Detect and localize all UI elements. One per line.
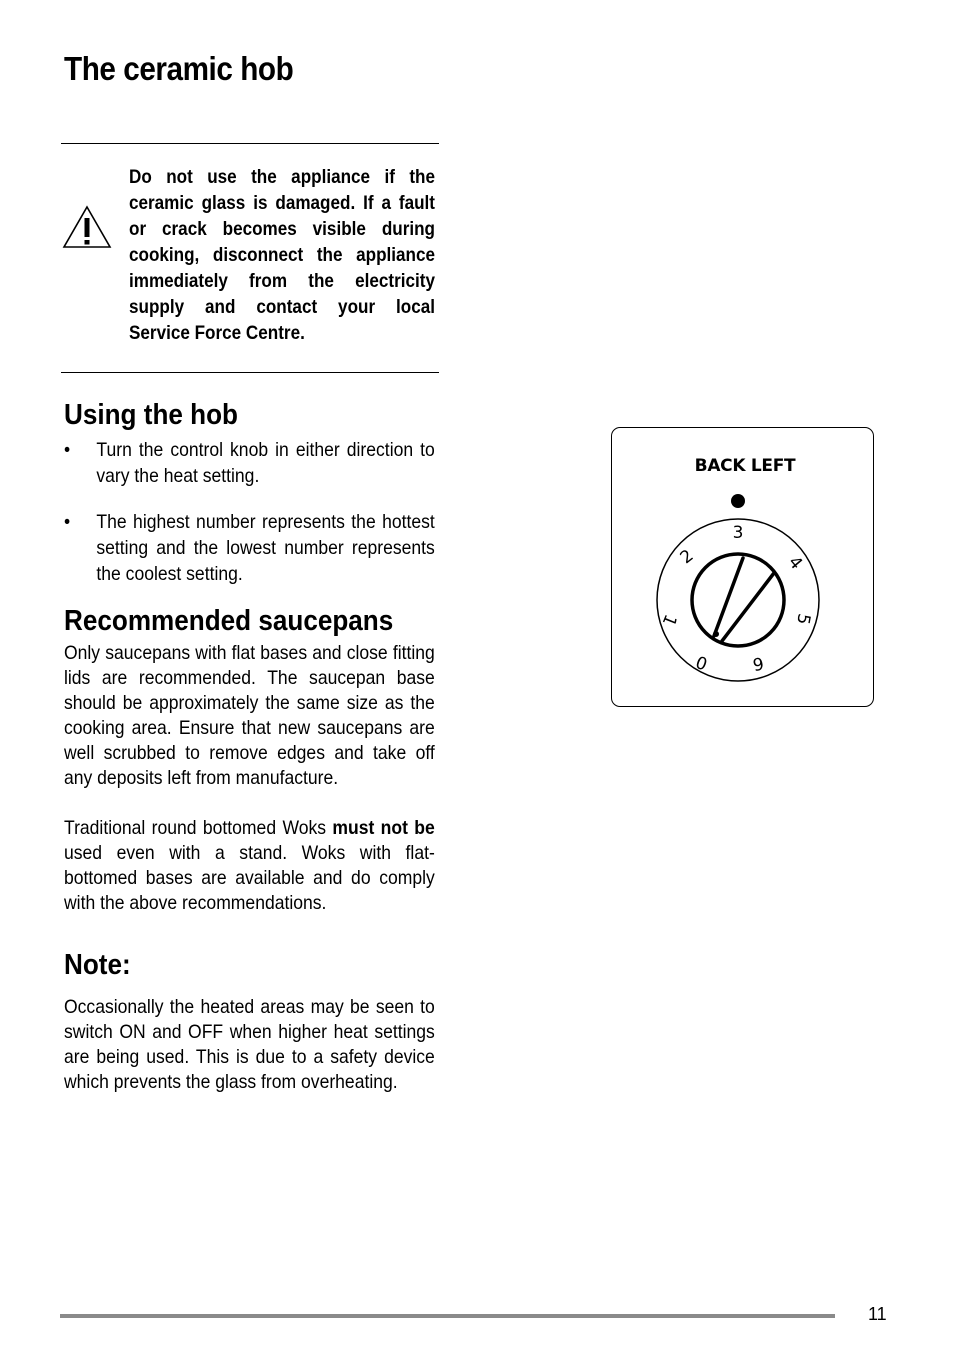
indicator-dot-icon	[731, 494, 745, 508]
setting-label: 6	[750, 652, 766, 674]
page-number: 11	[868, 1304, 887, 1324]
note-paragraph: Occasionally the heated areas may be seen to switch ON and OFF when higher heat settings are being used. This is due to a safety device which prevents the glass from overheating.	[64, 996, 435, 1093]
setting-label: 1	[657, 611, 681, 629]
woks-paragraph: Traditional round bottomed Woks must not be used even with a stand. Woks with flat-bottomed bases are available and do comply with the above recommendations.	[64, 817, 435, 914]
knob-dial-ring	[657, 519, 819, 681]
setting-label: 0	[693, 650, 711, 674]
control-knob-diagram	[611, 427, 874, 707]
list-item-text: The highest number represents the hottest setting and the lowest number represents the coolest setting.	[96, 511, 435, 585]
bullet-icon: •	[64, 511, 71, 533]
list-item-text: Turn the control knob in either direction to vary the heat setting.	[96, 439, 435, 487]
saucepans-paragraph: Only saucepans with flat bases and close fitting lids are recommended. The saucepan base should be approximately the same size as the cooking area. Ensure that new saucepans are well scrubbed to remove edges and take off any deposits left from manufacture.	[64, 642, 435, 789]
bottom-divider	[61, 372, 439, 373]
heading-using-the-hob: Using the hob	[64, 399, 238, 431]
list-item	[64, 437, 435, 489]
bullet-icon: •	[64, 439, 71, 461]
setting-label: 2	[676, 545, 698, 569]
setting-label: 3	[732, 523, 744, 543]
warning-triangle-icon	[61, 204, 113, 250]
warning-text: Do not use the appliance if the ceramic glass is damaged. If a fault or crack becomes visible during cooking, disconnect the appliance immediately from the electricity supply and contact your local Service Force Centre.	[129, 167, 435, 344]
heading-recommended-saucepans: Recommended saucepans	[64, 605, 394, 637]
heading-note: Note:	[64, 949, 131, 981]
knob-position-label: BACK LEFT	[694, 456, 796, 476]
top-divider	[61, 143, 439, 144]
footer-bar	[60, 1314, 835, 1318]
list-item	[64, 509, 435, 587]
setting-label: 4	[783, 552, 807, 574]
setting-label: 5	[792, 611, 814, 627]
page-title: The ceramic hob	[64, 50, 294, 87]
